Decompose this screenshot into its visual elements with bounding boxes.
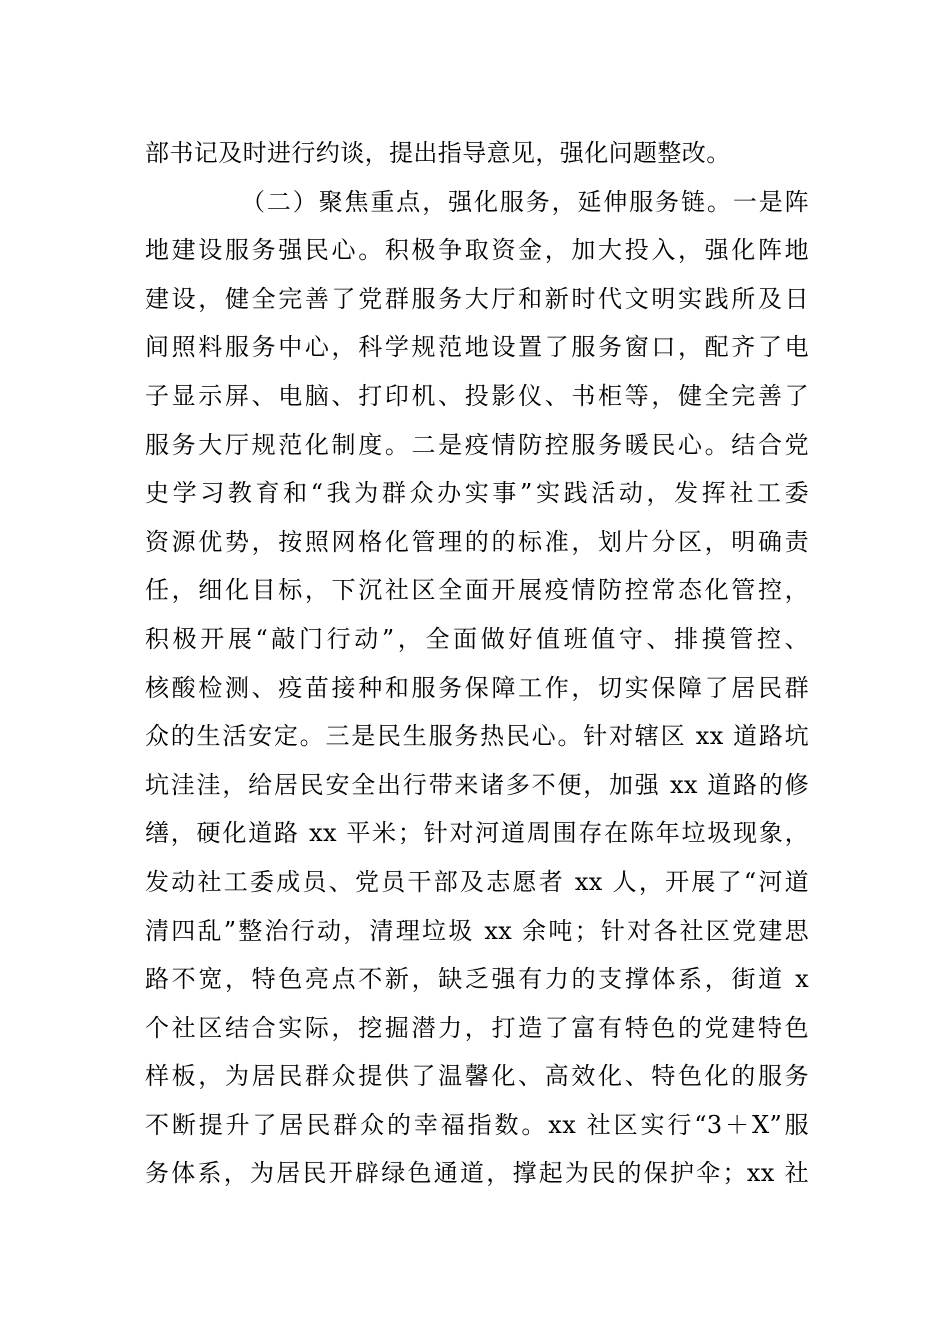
text-line: 史学习教育和“我为群众办实事”实践活动，发挥社工委 xyxy=(145,479,809,508)
text-line: （二）聚焦重点，强化服务，延伸服务链。一是阵 xyxy=(241,187,809,216)
text-line: 路不宽，特色亮点不新，缺乏强有力的支撑体系，街道 x xyxy=(145,965,809,994)
text-line: 样板，为居民群众提供了温馨化、高效化、特色化的服务 xyxy=(145,1062,809,1091)
text-line: 不断提升了居民群众的幸福指数。xx 社区实行“3＋X”服 xyxy=(145,1110,809,1139)
text-line: 资源优势，按照网格化管理的的标准，划片分区，明确责 xyxy=(145,527,809,556)
text-line: 建设，健全完善了党群服务大厅和新时代文明实践所及日 xyxy=(145,284,809,313)
text-line: 发动社工委成员、党员干部及志愿者 xx 人，开展了“河道 xyxy=(145,867,809,896)
text-line: 子显示屏、电脑、打印机、投影仪、书柜等，健全完善了 xyxy=(145,381,809,410)
text-line: 务体系，为居民开辟绿色通道，撑起为民的保护伞；xx 社 xyxy=(145,1159,809,1188)
text-line: 任，细化目标，下沉社区全面开展疫情防控常态化管控， xyxy=(145,576,809,605)
text-line: 核酸检测、疫苗接种和服务保障工作，切实保障了居民群 xyxy=(145,673,809,702)
text-line: 积极开展“敲门行动”，全面做好值班值守、排摸管控、 xyxy=(145,624,809,653)
text-line: 众的生活安定。三是民生服务热民心。针对辖区 xx 道路坑 xyxy=(145,722,809,751)
text-line: 部书记及时进行约谈，提出指导意见，强化问题整改。 xyxy=(145,139,731,167)
body-text xyxy=(145,129,809,1198)
text-line: 服务大厅规范化制度。二是疫情防控服务暖民心。结合党 xyxy=(145,430,809,459)
text-line: 坑洼洼，给居民安全出行带来诸多不便，加强 xx 道路的修 xyxy=(145,770,809,799)
text-line: 间照料服务中心，科学规范地设置了服务窗口，配齐了电 xyxy=(145,333,809,362)
text-line: 个社区结合实际，挖掘潜力，打造了富有特色的党建特色 xyxy=(145,1013,809,1042)
text-line: 地建设服务强民心。积极争取资金，加大投入，强化阵地 xyxy=(145,236,809,265)
text-line: 清四乱”整治行动，清理垃圾 xx 余吨；针对各社区党建思 xyxy=(145,916,809,945)
text-line: 缮，硬化道路 xx 平米；针对河道周围存在陈年垃圾现象， xyxy=(145,819,809,848)
